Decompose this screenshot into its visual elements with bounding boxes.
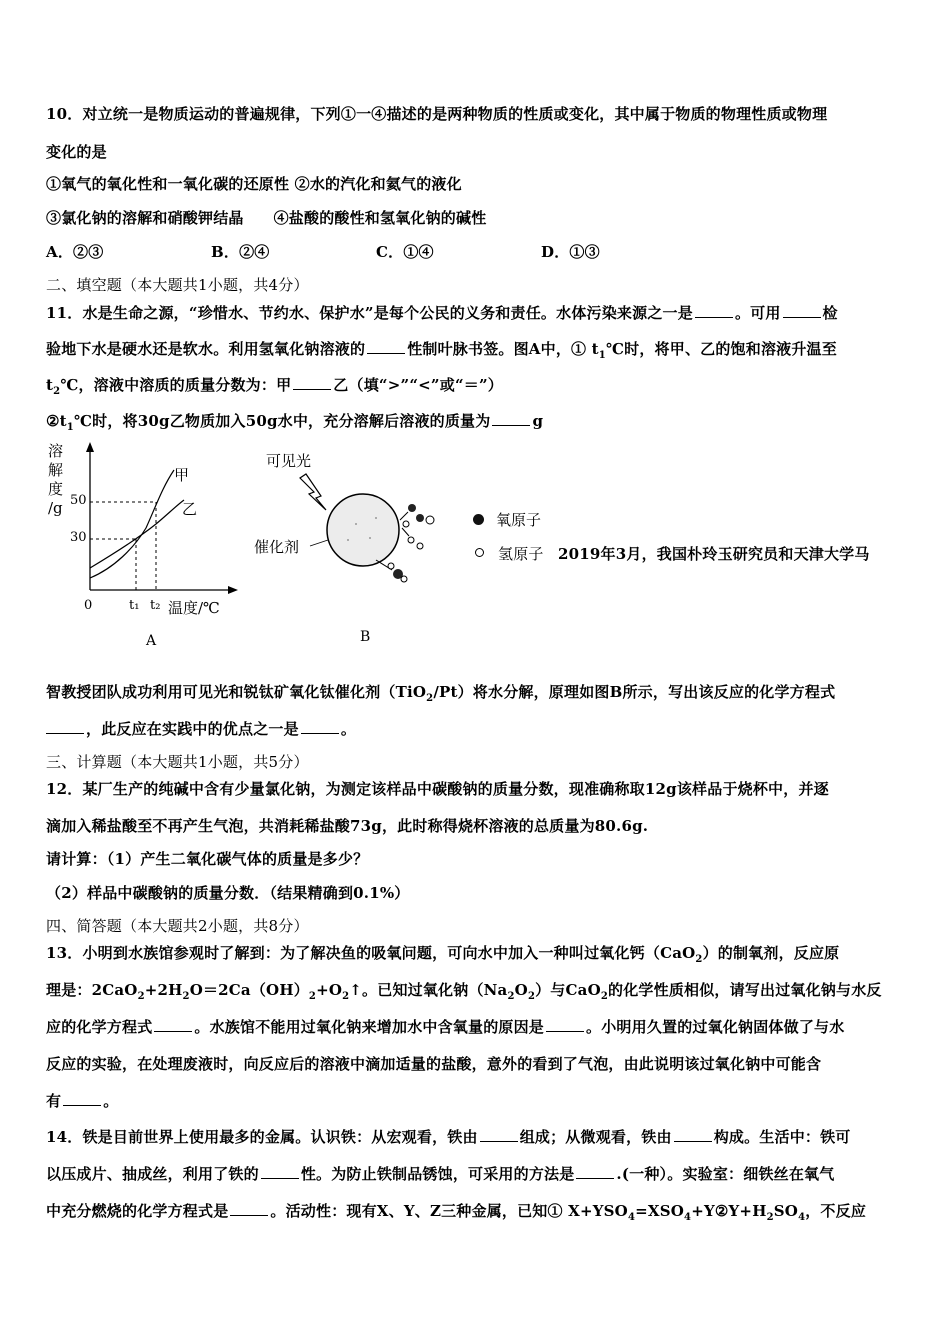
- tick-t2: t₂: [150, 598, 161, 613]
- q11-l2-text-a: 验地下水是硬水还是软水。利用氢氧化钠溶液的: [46, 340, 366, 358]
- q13-l2-text: +O: [316, 981, 343, 999]
- hydrogen-legend-dot-icon: [475, 548, 484, 557]
- answer-blank[interactable]: [154, 1017, 192, 1032]
- subscript: 1: [598, 350, 606, 361]
- q10-line4: [46, 207, 486, 228]
- q13-line2: [46, 979, 882, 1002]
- curve-yi: [90, 500, 184, 568]
- q10-item3: ③氯化钠的溶解和硝酸钾结晶: [46, 209, 244, 227]
- q13-l2-text: O＝2Ca（OH）: [189, 981, 309, 999]
- y-axis-label: [48, 442, 63, 518]
- solubility-chart-svg: [44, 440, 244, 655]
- q14-l1-text-b: 组成；从微观看，铁由: [519, 1128, 672, 1146]
- q11-line3: [46, 374, 503, 397]
- y-label-char: 解: [48, 461, 64, 479]
- q14-l3-text: 中充分燃烧的化学方程式是: [46, 1202, 229, 1220]
- subscript: 2: [507, 991, 515, 1002]
- q14-line1: [46, 1126, 851, 1147]
- answer-blank[interactable]: [695, 303, 733, 318]
- subscript: 2: [426, 693, 434, 704]
- y-label-char: 溶: [48, 442, 64, 460]
- q13-l2-text: ）与CaO: [535, 981, 601, 999]
- answer-blank[interactable]: [293, 375, 331, 390]
- q12-line2: 滴加入稀盐酸至不再产生气泡，共消耗稀盐酸73g，此时称得烧杯溶液的总质量为80.6g.: [46, 817, 649, 835]
- answer-blank[interactable]: [576, 1164, 614, 1179]
- legend-oxygen-text: 氧原子: [496, 511, 542, 529]
- q10-line3: ①氧气的氧化性和一氧化碳的还原性 ②水的汽化和氦气的液化: [46, 175, 462, 193]
- q12-line4: （2）样品中碳酸钠的质量分数．（结果精确到0.1%）: [46, 884, 410, 902]
- q12-line3: 请计算：（1）产生二氧化碳气体的质量是多少？: [46, 850, 369, 868]
- hydrogen-atom: [426, 516, 434, 524]
- q13-l2-text: +2H: [144, 981, 183, 999]
- q11-l7-text: ，此反应在实践中的优点之一是: [86, 720, 299, 738]
- q14-l1-text-c: 构成。生活中：铁可: [713, 1128, 851, 1146]
- tick-50: 50: [70, 493, 87, 508]
- hydrogen-atom: [401, 576, 407, 582]
- subscript: 2: [342, 991, 350, 1002]
- hydrogen-atom: [417, 543, 423, 549]
- answer-blank[interactable]: [63, 1091, 101, 1106]
- origin-label: 0: [84, 598, 93, 613]
- q10-option-a: A．②③: [46, 243, 104, 261]
- label-jia: 甲: [174, 466, 190, 484]
- subscript: 1: [66, 422, 74, 433]
- q14-line2: [46, 1163, 834, 1184]
- q13-line3: [46, 1016, 844, 1037]
- answer-blank[interactable]: [230, 1201, 268, 1216]
- subscript: 2: [527, 991, 536, 1002]
- q14-l3-text: 。活动性：现有X、Y、Z三种金属，已知① X+YSO: [270, 1202, 628, 1220]
- label-yi: 乙: [182, 500, 198, 518]
- q11-line1: [46, 302, 838, 323]
- curve-jia: [90, 470, 174, 578]
- x-axis-arrow: [228, 586, 238, 594]
- q13-line1: [46, 942, 839, 965]
- q13-line5: [46, 1090, 118, 1111]
- q11-l3-text-d: 乙（填“>”“<”或“＝”）: [333, 376, 504, 394]
- legend-hydrogen-text: 氢原子: [498, 545, 544, 563]
- q11-l6-text-c: /Pt）将水分解，原理如图B所示，写出该反应的化学方程式: [433, 683, 836, 701]
- q13-l3-text-b: 。水族馆不能用过氧化钠来增加水中含氧量的原因是: [194, 1018, 545, 1036]
- q10-line1: 10．对立统一是物质运动的普遍规律，下列①一④描述的是两种物质的性质或变化，其中属于物质的物理性质或物理: [46, 105, 828, 123]
- answer-blank[interactable]: [492, 411, 530, 426]
- q11-l1-text-c: 检: [822, 304, 838, 322]
- q11-l4-text-d: g: [532, 412, 544, 430]
- oxygen-legend-dot-icon: [473, 514, 484, 525]
- oxygen-atom: [416, 514, 424, 522]
- hydrogen-atom: [403, 521, 409, 527]
- q14-l2-text-b: 性。为防止铁制品锈蚀，可采用的方法是: [300, 1165, 575, 1183]
- q14-l3-text: +Y②Y+H: [691, 1202, 767, 1220]
- q11-line4: [46, 410, 543, 433]
- answer-blank[interactable]: [546, 1017, 584, 1032]
- legend-oxygen: [473, 509, 563, 529]
- hydrogen-atom: [388, 563, 394, 569]
- q14-line3: [46, 1200, 866, 1223]
- answer-blank[interactable]: [367, 339, 405, 354]
- figure-b-caption: B: [360, 629, 371, 645]
- q10-option-c: C．①④: [376, 243, 434, 261]
- tick-30: 30: [70, 530, 87, 545]
- lightning-icon: [300, 474, 326, 510]
- q13-l2-text: 的化学性质相似，请写出过氧化钠与水反: [608, 981, 882, 999]
- q10-line2: 变化的是: [46, 143, 107, 161]
- figure-a-caption: A: [146, 633, 157, 649]
- q10-options: [46, 241, 600, 262]
- tick-t1: t₁: [129, 598, 140, 613]
- figure-b-catalyst-diagram: [252, 448, 472, 653]
- y-label-char: /g: [48, 499, 63, 517]
- oxygen-atom: [408, 504, 416, 512]
- q13-l3-text-c: 。小明用久置的过氧化钠固体做了与水: [586, 1018, 845, 1036]
- q11-line5: 2019年3月，我国朴玲玉研究员和天津大学马: [558, 545, 870, 563]
- y-axis-arrow: [86, 442, 94, 452]
- subscript: 4: [798, 1212, 806, 1223]
- q13-l2-text: 理是：2CaO: [46, 981, 138, 999]
- q11-l2-text-b: 性制叶脉书签。图A中，① t: [407, 340, 599, 358]
- subscript: 2: [308, 991, 317, 1002]
- x-axis-label: 温度/℃: [168, 599, 220, 617]
- visible-light-label: 可见光: [266, 452, 312, 470]
- subscript: 4: [627, 1212, 636, 1223]
- subscript: 4: [684, 1212, 692, 1223]
- q11-l4-text-c: ℃时，将30g乙物质加入50g水中，充分溶解后溶液的质量为: [73, 412, 491, 430]
- subscript: 2: [137, 991, 145, 1002]
- q14-l1-text-a: 14．铁是目前世界上使用最多的金属。认识铁：从宏观看，铁由: [46, 1128, 478, 1146]
- q13-l1-text-c: ）的制氧剂，反应原: [702, 944, 840, 962]
- q12-line1: 12．某厂生产的纯碱中含有少量氯化钠，为测定该样品中碳酸钠的质量分数，现准确称取12g该样品于烧杯中，并逐: [46, 780, 829, 798]
- answer-blank[interactable]: [46, 719, 84, 734]
- q14-l2-text-a: 以压成片、抽成丝，利用了铁的: [46, 1165, 259, 1183]
- q13-l3-text-a: 应的化学方程式: [46, 1018, 153, 1036]
- catalyst-label: 催化剂: [254, 538, 300, 556]
- q13-l2-text: ↑。已知过氧化钠（Na: [349, 981, 508, 999]
- q11-l3-text-a: t: [46, 376, 54, 394]
- q11-l2-text-d: ℃时，将甲、乙的饱和溶液升温至: [605, 340, 837, 358]
- section-4-heading: 四、简答题（本大题共2小题，共8分）: [46, 917, 309, 935]
- q13-line4: 反应的实验，在处理废液时，向反应后的溶液中滴加适量的盐酸，意外的看到了气泡，由此说明该过氧化钠中可能含: [46, 1055, 822, 1073]
- q11-l3-text-c: ℃，溶液中溶质的质量分数为：甲: [60, 376, 292, 394]
- section-2-heading: 二、填空题（本大题共1小题，共4分）: [46, 276, 309, 294]
- q11-l1-text-a: 11．水是生命之源，“珍惜水、节约水、保护水”是每个公民的义务和责任。水体污染来源之一是: [46, 304, 693, 322]
- q11-l6-text-a: 智教授团队成功利用可见光和锐钛矿氧化钛催化剂（TiO: [46, 683, 427, 701]
- q11-l4-text-a: ②t: [46, 412, 67, 430]
- subscript: 2: [695, 954, 703, 965]
- catalyst-sphere: [327, 494, 399, 566]
- q13-l5-text-b: 。: [103, 1092, 119, 1110]
- y-label-char: 度: [48, 480, 64, 498]
- q13-l1-text-a: 13．小明到水族馆参观时了解到：为了解决鱼的吸氧问题，可向水中加入一种叫过氧化钙（CaO: [46, 944, 696, 962]
- answer-blank[interactable]: [674, 1127, 712, 1142]
- q14-l2-text-c: .(一种）。实验室：细铁丝在氧气: [616, 1165, 835, 1183]
- subscript: 2: [182, 991, 190, 1002]
- q11-line7: ，此反应在实践中的优点之一是 。: [46, 718, 356, 739]
- q14-l3-text: ，不反应: [805, 1202, 867, 1220]
- answer-blank[interactable]: [480, 1127, 518, 1142]
- section-3-heading: 三、计算题（本大题共1小题，共5分）: [46, 753, 309, 771]
- subscript: 2: [600, 991, 609, 1002]
- q11-line2: [46, 338, 837, 361]
- figure-a-solubility-chart: [44, 440, 244, 655]
- q13-l5-text-a: 有: [46, 1092, 62, 1110]
- answer-blank[interactable]: [783, 303, 821, 318]
- q14-l3-text: =XSO: [635, 1202, 685, 1220]
- subscript: 2: [766, 1212, 774, 1223]
- q11-line6: [46, 681, 835, 704]
- hydrogen-atom: [408, 537, 414, 543]
- answer-blank[interactable]: [301, 719, 339, 734]
- q13-l2-text: O: [514, 981, 528, 999]
- q10-option-b: B．②④: [211, 243, 270, 261]
- q14-l3-text: SO: [773, 1202, 799, 1220]
- q10-option-d: D．①③: [541, 243, 600, 261]
- q10-item4: ④盐酸的酸性和氢氧化钠的碱性: [273, 209, 487, 227]
- subscript: 2: [53, 386, 61, 397]
- q11-l1-text-b: 。可用: [734, 304, 781, 322]
- answer-blank[interactable]: [261, 1164, 299, 1179]
